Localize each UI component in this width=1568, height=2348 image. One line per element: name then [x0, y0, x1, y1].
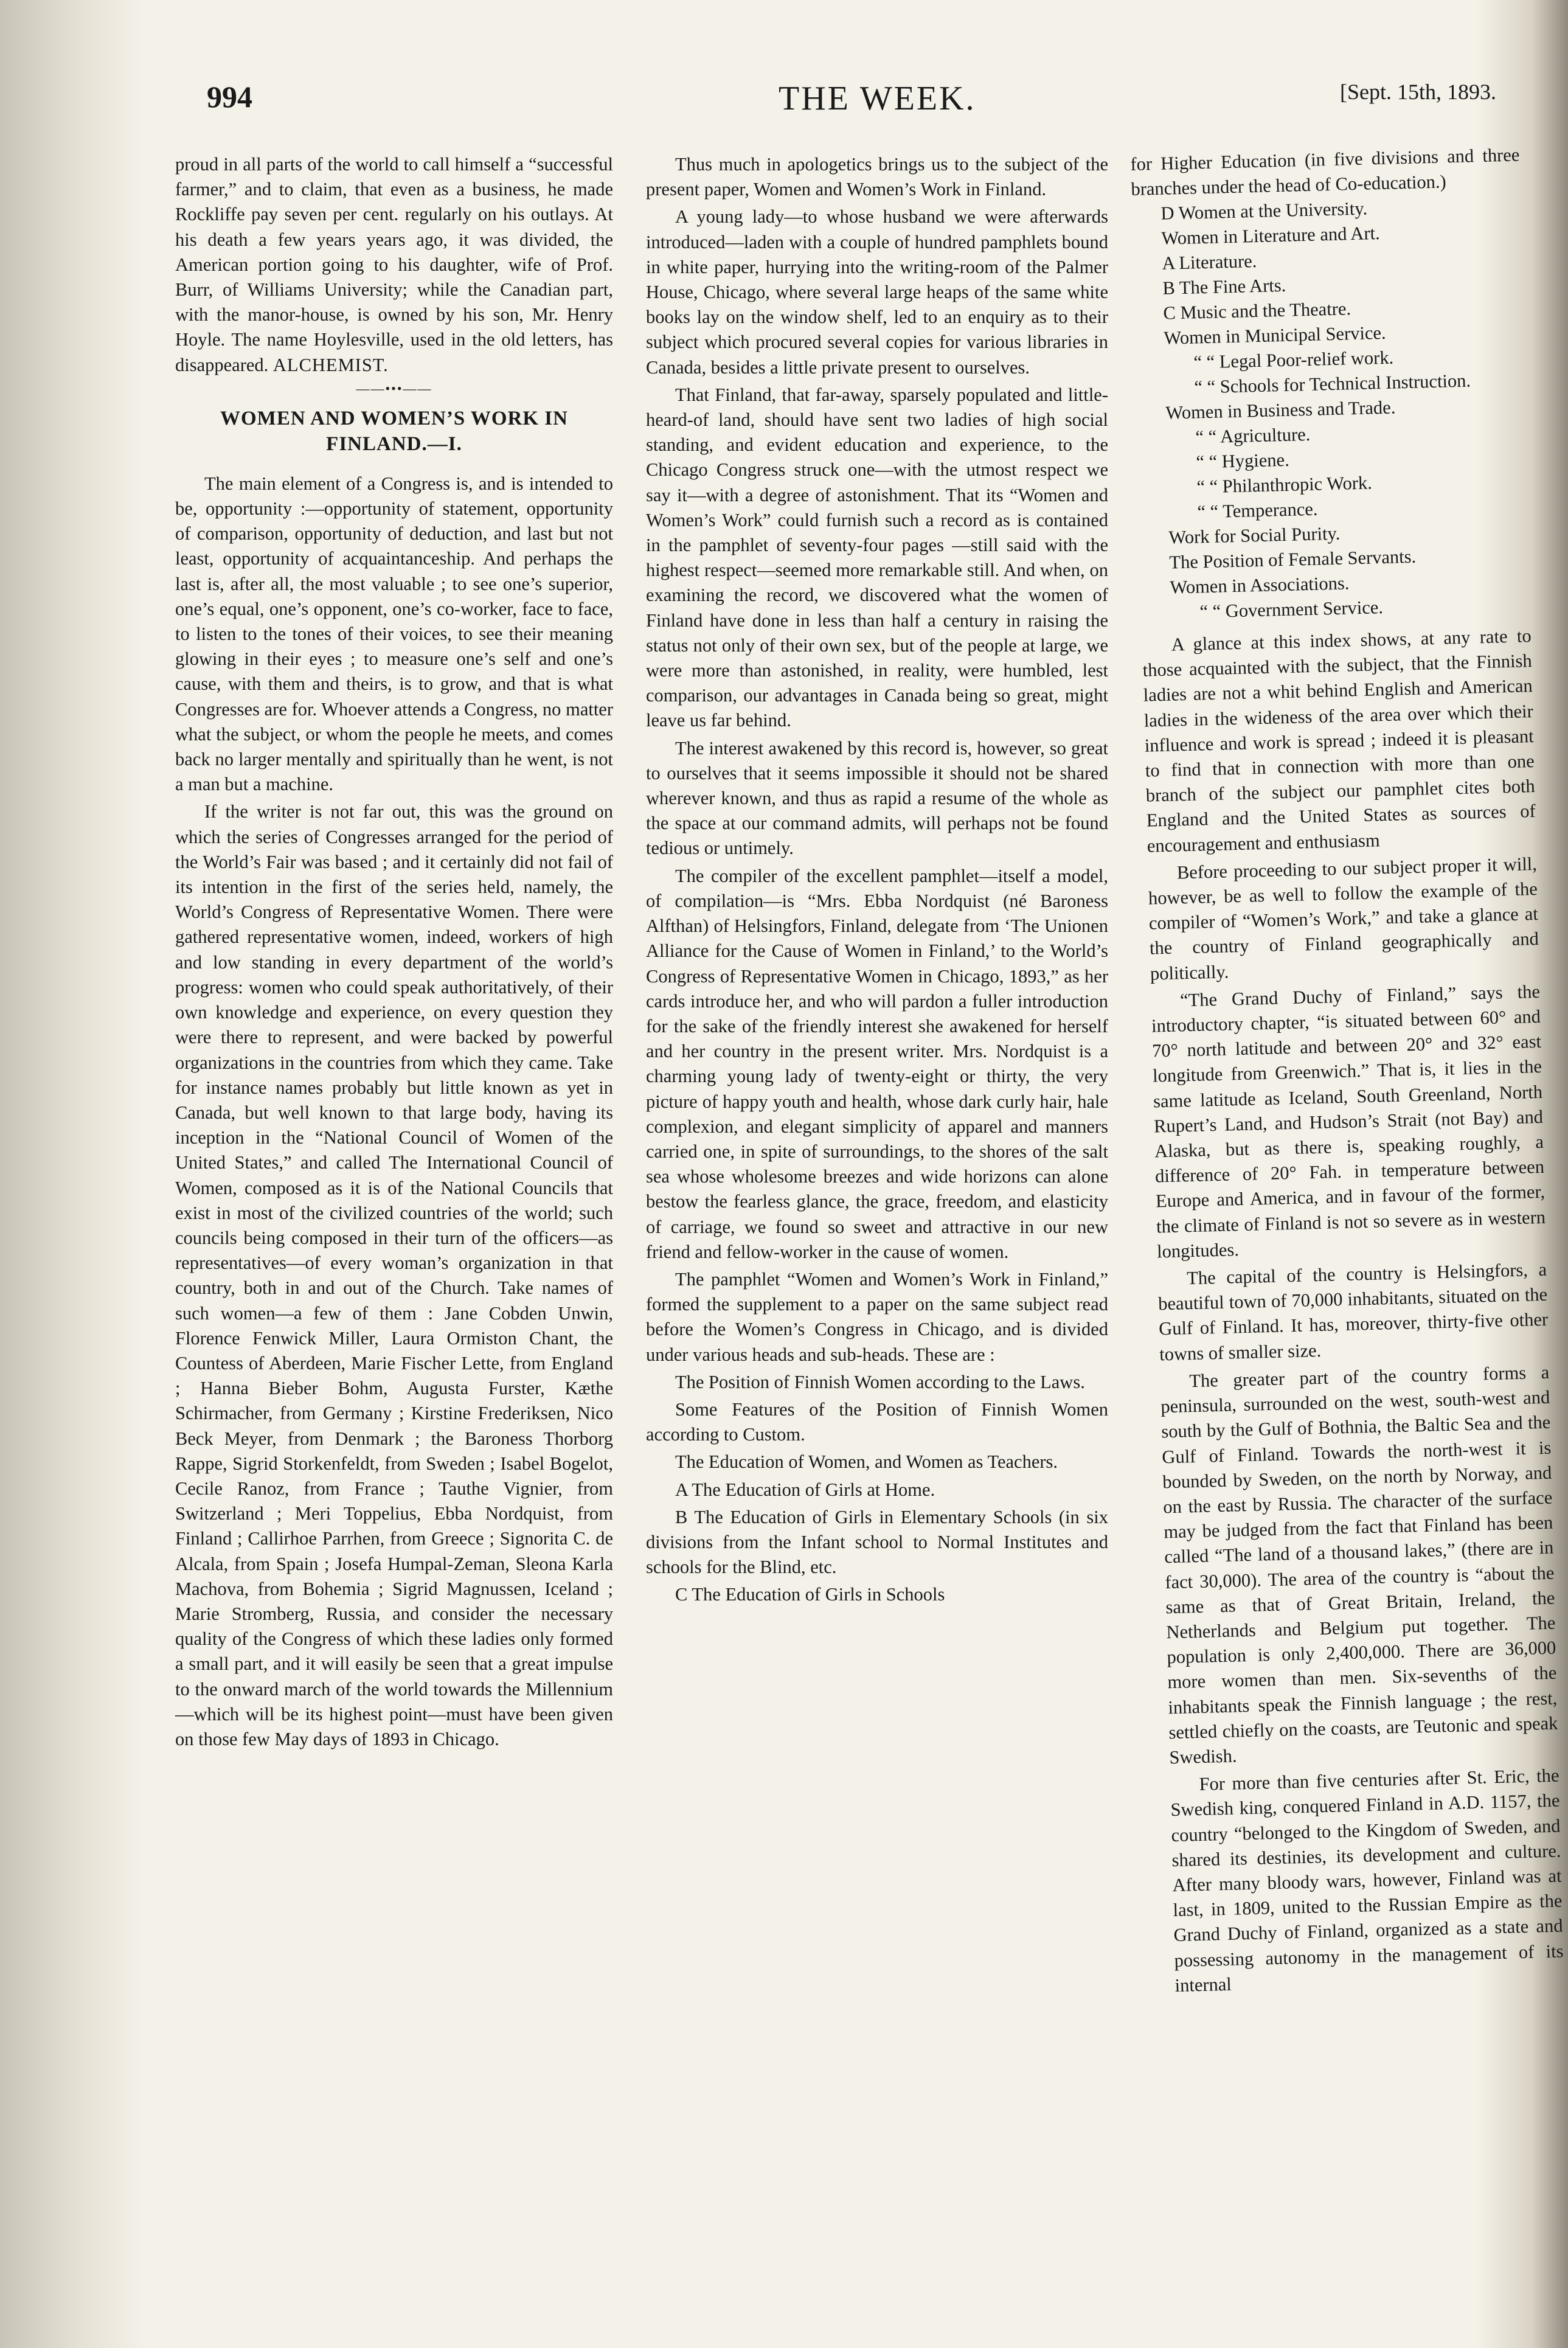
outline-item: “ “ Philanthropic Work. [1196, 472, 1373, 498]
column-1 [175, 152, 613, 1754]
continued-paragraph: proud in all parts of the world to call himself a “successful farmer,” and to claim, that even as a business, he made Rockliffe pay seven per cent. regularly on his outlays. At his death a few years years ago, it was divided, the American portion going to his daughter, wife of Prof. Burr, of Williams University; while the Canadian part, with the manor-house, is owned by his son, Mr. Henry Hoyle. The name Hoylesville, used in the old letters, has disappeared. ALCHEMIST. [175, 154, 613, 375]
paragraph: A young lady—to whose husband we were afterwards introduced—laden with a couple of hundred pamphlets bound in white paper, hurrying into the writing-room of the Palmer House, Chicago, where several large heaps of the same white books lay on the window shelf, led to an enquiry as to their subject which procured several copies for various libraries in Canada, besides a little private present to ourselves. [646, 206, 1108, 378]
paragraph: The pamphlet “Women and Women’s Work in Finland,” formed the supplement to a paper on the same subject read before the Women’s Congress in Chicago, and is divided under various heads and sub-heads. These are : [646, 1268, 1108, 1365]
paragraph: The compiler of the excellent pamphlet—itself a model, of compilation—is “Mrs. Ebba Nordquist (né Baroness Alfthan) of Helsingfors, Finland, delegate from ‘The Unionen Alliance for the Cause of Women in Finland,’ to the World’s Congress of Representative Women in Chicago, 1893,” as her cards introduce her, and who will pardon a fuller introduction for the sake of the friendly interest she awakened for herself and her country in the present writer. Mrs. Nordquist is a charming young lady of twenty-eight or thirty, the very picture of happy youth and health, whose dark curly hair, hale complexion, and elegant simplicity of apparel and manners carried one, in spite of surroundings, to the shores of the salt sea whose wholesome breezes and wide horizons can alone bestow the fearless glance, the grace, freedom, and elasticity of carriage, we found so sweet and attractive in our new friend and fellow-worker in the cause of women. [646, 865, 1108, 1262]
outline-item: A Literature. [1162, 250, 1257, 274]
journal-title: THE WEEK. [779, 80, 976, 117]
paragraph: A glance at this index shows, at any rate to those acquainted with the subject, that the Finnish ladies are not a whit behind English and American ladies in the wideness of the area over which their influence and work is spread ; indeed it is pleasant to find that in connection with more than one branch of the subject our pamphlet cites both England and the United States as sources of encouragement and enthusiasm [1142, 625, 1536, 856]
page-number: 994 [207, 80, 252, 114]
outline-list [1130, 142, 1531, 625]
paragraph: The interest awakened by this record is, however, so great to ourselves that it seems impossible it should not be shared wherever known, and thus as rapid a resume of the whole as the space at our command admits, will perhaps not be found tedious or untimely. [646, 737, 1108, 859]
paragraph: That Finland, that far-away, sparsely populated and little-heard-of land, should have sent two ladies of high social standing, and evident education and experience, to the Chicago Congress struck one—with the utmost respect we say it—with a degree of astonishment. That its “Women and Women’s Work” could furnish such a record as is contained in the pamphlet of seventy-four pages —still said with the highest respect—seemed more remarkable still. And when, on examining the record, we discovered what the women of Finland have done in less than half a century in raising the status not only of their own sex, but of the people at large, we were more than astonished, in reality, were humbled, lest comparison, our advantages in Canada being so great, might leave us far behind. [646, 384, 1108, 731]
column-2 [646, 152, 1108, 1610]
page-binding-shadow [0, 0, 146, 2348]
outline-item: Women in Literature and Art. [1161, 223, 1380, 249]
outline-item: The Position of Female Servants. [1169, 546, 1417, 573]
issue-date: [Sept. 15th, 1893. [1340, 80, 1496, 104]
paragraph: Thus much in apologetics brings us to the subject of the present paper, Women and Women’s Work in Finland. [646, 154, 1108, 200]
outline-item: The Education of Women, and Women as Teachers. [675, 1451, 1058, 1473]
outline-item: “ “ Legal Poor-relief work. [1193, 347, 1394, 373]
paragraph: The greater part of the country forms a peninsula, surrounded on the west, south-west and south by the Gulf of Bothnia, the Baltic Sea and the Gulf of Finland. Towards the north-west it is bounded by Sweden, on the north by Norway, and on the east by Russia. The character of the surface may be judged from the fact that Finland has been called “The land of a thousand lakes,” (there are in fact 30,000). The area of the country is “about the same as that of Great Britain, Ireland, the Netherlands and Belgium put together. The population is only 2,400,000. There are 36,000 more women than men. Six-sevenths of the inhabitants speak the Finnish language ; the rest, settled chiefly on the coasts, are Teutonic and speak Swedish. [1160, 1361, 1558, 1768]
outline-item: Some Features of the Position of Finnish Women according to Custom. [646, 1398, 1108, 1445]
section-divider: ——•••—— [356, 380, 432, 396]
outline-item: B The Fine Arts. [1162, 274, 1286, 299]
paragraph: For more than five centuries after St. Eric, the Swedish king, conquered Finland in A.D. 1157, the country “belonged to the Kingdom of Sweden, and shared its destinies, its development and culture. After many bloody wars, however, Finland was at last, in 1809, united to the Russian Empire as the Grand Duchy of Finland, organized as a state and possessing autonomy in the management of its internal [1170, 1765, 1564, 1996]
column-3 [1130, 142, 1564, 2001]
paragraph: The capital of the country is Helsingfors, a beautiful town of 70,000 inhabitants, situated on the Gulf of Finland. It has, moreover, thirty-five other towns of smaller size. [1157, 1259, 1549, 1365]
outline-item: “ “ Hygiene. [1196, 449, 1290, 473]
outline-item: Work for Social Purity. [1168, 523, 1341, 548]
outline-item: “ “ Agriculture. [1195, 423, 1311, 448]
author-signature: ALCHEMIST. [272, 354, 389, 375]
article-title: WOMEN AND WOMEN’S WORK IN FINLAND.—I. [220, 407, 568, 455]
outline-item: A The Education of Girls at Home. [675, 1479, 935, 1500]
outline-item: “ “ Temperance. [1197, 498, 1318, 523]
paragraph: Before proceeding to our subject proper it will, however, be as well to follow the example of the compiler of “Women’s Work,” and take a glance at the country of Finland geographically and politically. [1148, 853, 1539, 984]
outline-item: for Higher Education (in five divisions and three branches under the head of Co-education.) [1130, 144, 1520, 200]
outline-item: The Position of Finnish Women according to the Laws. [675, 1371, 1085, 1392]
outline-item: “ “ Government Service. [1199, 597, 1384, 622]
paragraph: If the writer is not far out, this was the ground on which the series of Congresses arranged for the period of the World’s Fair was based ; and it certainly did not fail of its intention in the first of the series held, namely, the World’s Congress of Representative Women. There were gathered representative women, indeed, workers of high and low standing in every department of the world’s progress: women who could speak authoritatively, of their own knowledge and experience, on every question they were there to represent, and were backed by powerful organizations in the countries from which they came. Take for instance names probably but little known as yet in Canada, but well known to that large body, having its inception in the “National Council of Women of the United States,” and called The International Council of Women, composed as it is of the National Councils that exist in most of the civilized countries of the world; such councils being composed in their turn of the officers—as representatives—of every woman’s organization in that country, both in and out of the Church. Take names of such women—a few of them : Jane Cobden Unwin, Florence Fenwick Miller, Laura Ormiston Chant, the Countess of Aberdeen, Marie Fischer Lette, from England ; Hanna Bieber Bohm, Augusta Furster, Kæthe Schirmacher, from Germany ; Kirstine Frederiksen, Nico Beck Meyer, from Denmark ; the Baroness Thorborg Rappe, Sigrid Storkenfeldt, from Sweden ; Isabel Bogelot, Cecile Ranoz, from France ; Tauthe Vignier, from Switzerland ; Meri Toppelius, Ebba Nordquist, from Finland ; Callirhoe Parrhen, from Greece ; Signorita C. de Alcala, from Spain ; Josefa Humpal-Zeman, Sleona Karla Machova, from Bohemia ; Sigrid Magnussen, Iceland ; Marie Stromberg, Russia, and consider the necessary quality of the Congress of which these ladies only formed a small part, and it will easily be seen that a great impulse to the onward march of the world towards the Millennium—which will be its highest point—must have been given on those few May days of 1893 in Chicago. [175, 801, 613, 1749]
outline-item: Women in Business and Trade. [1165, 397, 1396, 423]
outline-item: D Women at the University. [1160, 198, 1368, 224]
outline-item: “ “ Schools for Technical Instruction. [1194, 370, 1471, 398]
page-header [207, 79, 1496, 128]
outline-item: Women in Associations. [1170, 572, 1350, 598]
outline-item: B The Education of Girls in Elementary Schools (in six divisions from the Infant school to Normal Institutes and schools for the Blind, etc. [646, 1506, 1108, 1578]
outline-item: C The Education of Girls in Schools [675, 1584, 945, 1605]
paragraph: The main element of a Congress is, and is intended to be, opportunity :—opportunity of statement, opportunity of comparison, opportunity of deduction, and last but not least, opportunity of acquaintanceship. And perhaps the last is, after all, the most valuable ; to see one’s superior, one’s equal, one’s opponent, one’s co-worker, face to face, to listen to the tones of their voices, to see their meaning glowing in their eyes ; to measure one’s self and one’s cause, with them and theirs, is to grow, and that is what Congresses are for. Whoever attends a Congress, no matter what the subject, or whom the people he meets, and comes back no larger mentally and spiritually than he went, is not a man but a machine. [175, 473, 613, 795]
outline-item: Women in Municipal Service. [1164, 322, 1386, 349]
outline-item: C Music and the Theatre. [1163, 298, 1351, 324]
paragraph: “The Grand Duchy of Finland,” says the introductory chapter, “is situated between 60° and 70° north latitude and between 20° and 32° east longitude from Greenwich.” That is, it lies in the same latitude as Iceland, South Greenland, North Rupert’s Land, and Hudson’s Strait (not Bay) and Alaska, but as there is, speaking roughly, a difference of 20° Fah. in temperature between Europe and America, and in favour of the former, the climate of Finland is not so severe as in western longitudes. [1151, 981, 1546, 1262]
